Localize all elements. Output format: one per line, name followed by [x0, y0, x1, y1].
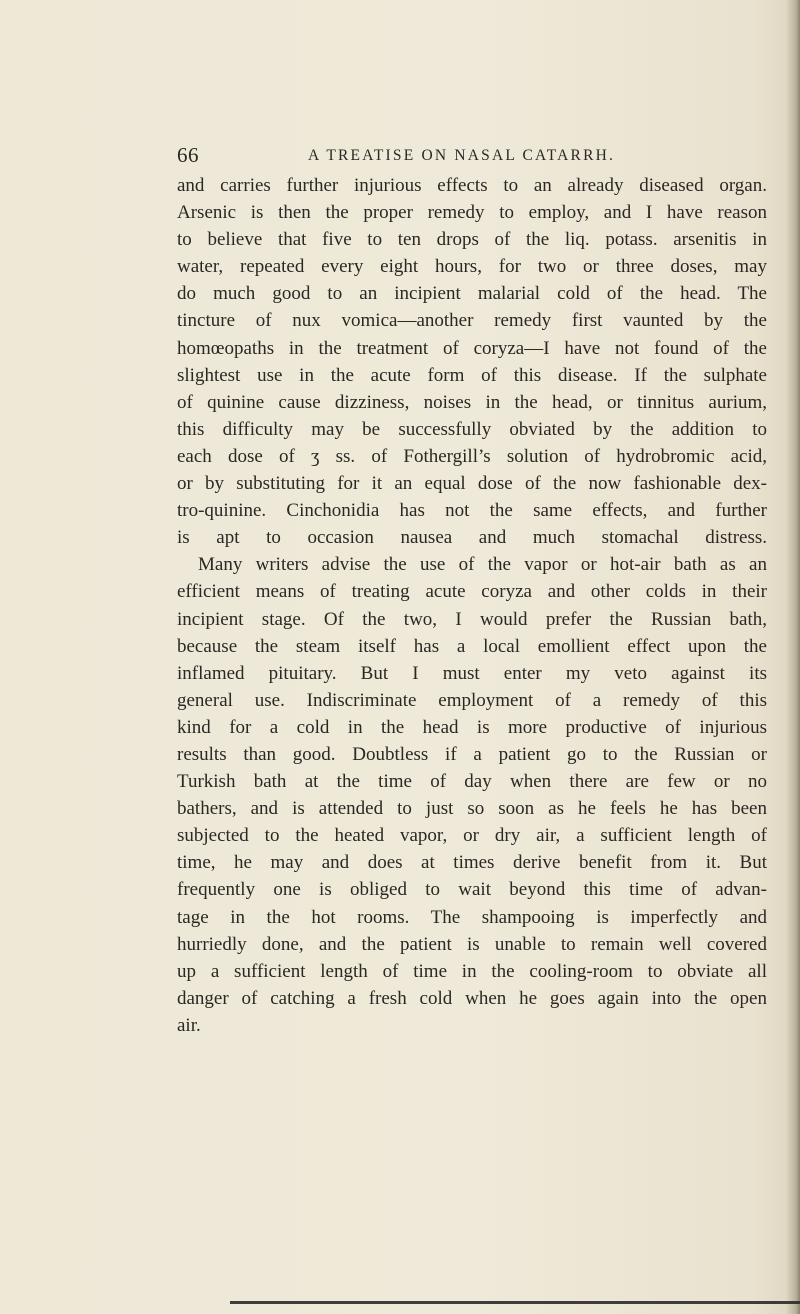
text-line: because the steam itself has a local emollient effect upon the [177, 635, 767, 657]
text-line: each dose of ʒ ss. of Fothergill’s solution of hydrobromic acid, [177, 445, 767, 467]
text-line: homœopaths in the treatment of coryza—I have not found of the [177, 337, 767, 359]
text-line: Arsenic is then the proper remedy to employ, and I have reason [177, 202, 767, 224]
text-line: subjected to the heated vapor, or dry air, a sufficient length of [177, 825, 767, 847]
text-line: this difficulty may be successfully obviated by the addition to [177, 418, 767, 440]
text-line: frequently one is obliged to wait beyond this time of advan- [177, 879, 767, 901]
text-line: incipient stage. Of the two, I would prefer the Russian bath, [177, 608, 767, 630]
text-line: inflamed pituitary. But I must enter my veto against its [177, 662, 767, 684]
text-line: results than good. Doubtless if a patient go to the Russian or [177, 743, 767, 765]
text-line: kind for a cold in the head is more productive of injurious [177, 716, 767, 738]
text-line: Many writers advise the use of the vapor or hot-air bath as an [198, 554, 767, 576]
text-line: tincture of nux vomica—another remedy first vaunted by the [177, 310, 767, 332]
text-line: time, he may and does at times derive benefit from it. But [177, 852, 767, 874]
running-title: A TREATISE ON NASAL CATARRH. [308, 147, 616, 164]
text-line: tro-quinine. Cinchonidia has not the same effects, and further [177, 500, 767, 522]
text-line: up a sufficient length of time in the cooling-room to obviate all [177, 960, 767, 982]
text-line: slightest use in the acute form of this disease. If the sulphate [177, 364, 767, 386]
running-head [177, 143, 767, 169]
page-edge-shadow [786, 0, 800, 1314]
text-line: bathers, and is attended to just so soon as he feels he has been [177, 798, 767, 820]
body-text [177, 172, 767, 1039]
text-line: danger of catching a fresh cold when he goes again into the open [177, 987, 767, 1009]
text-line: of quinine cause dizziness, noises in the head, or tinnitus aurium, [177, 391, 767, 413]
page-number: 66 [177, 143, 199, 167]
text-line: and carries further injurious effects to an already diseased organ. [177, 175, 767, 196]
page-bottom-rule [230, 1301, 800, 1304]
text-line: efficient means of treating acute coryza and other colds in their [177, 581, 767, 603]
text-line: to believe that five to ten drops of the liq. potass. arsenitis in [177, 229, 767, 251]
text-line: general use. Indiscriminate employment of a remedy of this [177, 689, 767, 711]
text-line: is apt to occasion nausea and much stomachal distress. [177, 527, 767, 549]
text-line: tage in the hot rooms. The shampooing is imperfectly and [177, 906, 767, 928]
text-line: do much good to an incipient malarial cold of the head. The [177, 283, 767, 305]
text-line: hurriedly done, and the patient is unable to remain well covered [177, 933, 767, 955]
text-line: air. [177, 1014, 201, 1036]
text-line: or by substituting for it an equal dose of the now fashionable dex- [177, 473, 767, 495]
text-line: water, repeated every eight hours, for two or three doses, may [177, 256, 767, 278]
text-line: Turkish bath at the time of day when there are few or no [177, 771, 767, 793]
